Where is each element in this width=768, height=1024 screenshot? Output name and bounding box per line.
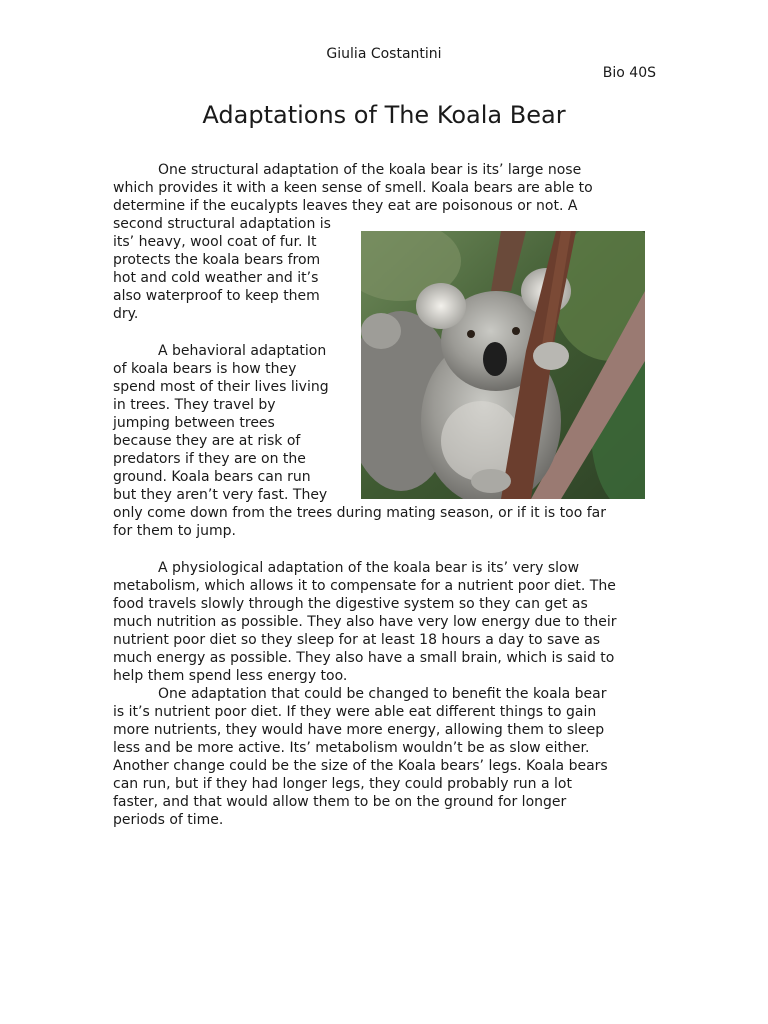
text-line: only come down from the trees during mating season, or if it is too far	[113, 505, 606, 521]
text-line: One adaptation that could be changed to benefit the koala bear	[158, 686, 607, 702]
text-line: food travels slowly through the digestive system so they can get as	[113, 596, 588, 612]
text-line: spend most of their lives living	[113, 379, 329, 395]
text-line: much nutrition as possible. They also have very low energy due to their	[113, 614, 617, 630]
text-line: One structural adaptation of the koala bear is its’ large nose	[158, 162, 582, 178]
text-line: for them to jump.	[113, 523, 237, 539]
text-line: determine if the eucalypts leaves they eat are poisonous or not. A	[113, 198, 578, 214]
text-line: also waterproof to keep them	[113, 288, 320, 304]
text-line: faster, and that would allow them to be on the ground for longer	[113, 794, 567, 810]
text-line: which provides it with a keen sense of smell. Koala bears are able to	[113, 180, 593, 196]
text-line: because they are at risk of	[113, 433, 301, 449]
page-title: Adaptations of The Koala Bear	[202, 101, 566, 129]
text-line: more nutrients, they would have more energy, allowing them to sleep	[113, 722, 605, 738]
text-line: nutrient poor diet so they sleep for at least 18 hours a day to save as	[113, 632, 601, 648]
text-line: can run, but if they had longer legs, they could probably run a lot	[113, 776, 572, 792]
text-line: its’ heavy, wool coat of fur. It	[113, 234, 317, 250]
text-line: ground. Koala bears can run	[113, 469, 311, 485]
text-line: predators if they are on the	[113, 451, 306, 467]
paragraph-behavioral	[113, 342, 606, 540]
text-line: hot and cold weather and it’s	[113, 270, 319, 286]
text-line: A behavioral adaptation	[158, 343, 327, 359]
paragraph-change	[113, 685, 608, 829]
text-line: Another change could be the size of the Koala bears’ legs. Koala bears	[113, 758, 608, 774]
text-line: is it’s nutrient poor diet. If they were able eat different things to gain	[113, 704, 597, 720]
paragraph-physiological	[113, 559, 617, 685]
text-line: in trees. They travel by	[113, 397, 276, 413]
text-line: second structural adaptation is	[113, 216, 331, 232]
text-line: A physiological adaptation of the koala bear is its’ very slow	[158, 560, 580, 576]
text-line: periods of time.	[113, 812, 224, 828]
text-line: dry.	[113, 306, 139, 322]
author-name: Giulia Costantini	[326, 46, 442, 62]
text-line: jumping between trees	[113, 415, 275, 431]
text-line: help them spend less energy too.	[113, 668, 348, 684]
text-line: of koala bears is how they	[113, 361, 297, 377]
text-line: less and be more active. Its’ metabolism wouldn’t be as slow either.	[113, 740, 590, 756]
text-line: protects the koala bears from	[113, 252, 321, 268]
text-line: metabolism, which allows it to compensate for a nutrient poor diet. The	[113, 578, 616, 594]
course-code: Bio 40S	[602, 65, 656, 81]
text-line: much energy as possible. They also have a small brain, which is said to	[113, 650, 615, 666]
text-line: but they aren’t very fast. They	[113, 487, 328, 503]
